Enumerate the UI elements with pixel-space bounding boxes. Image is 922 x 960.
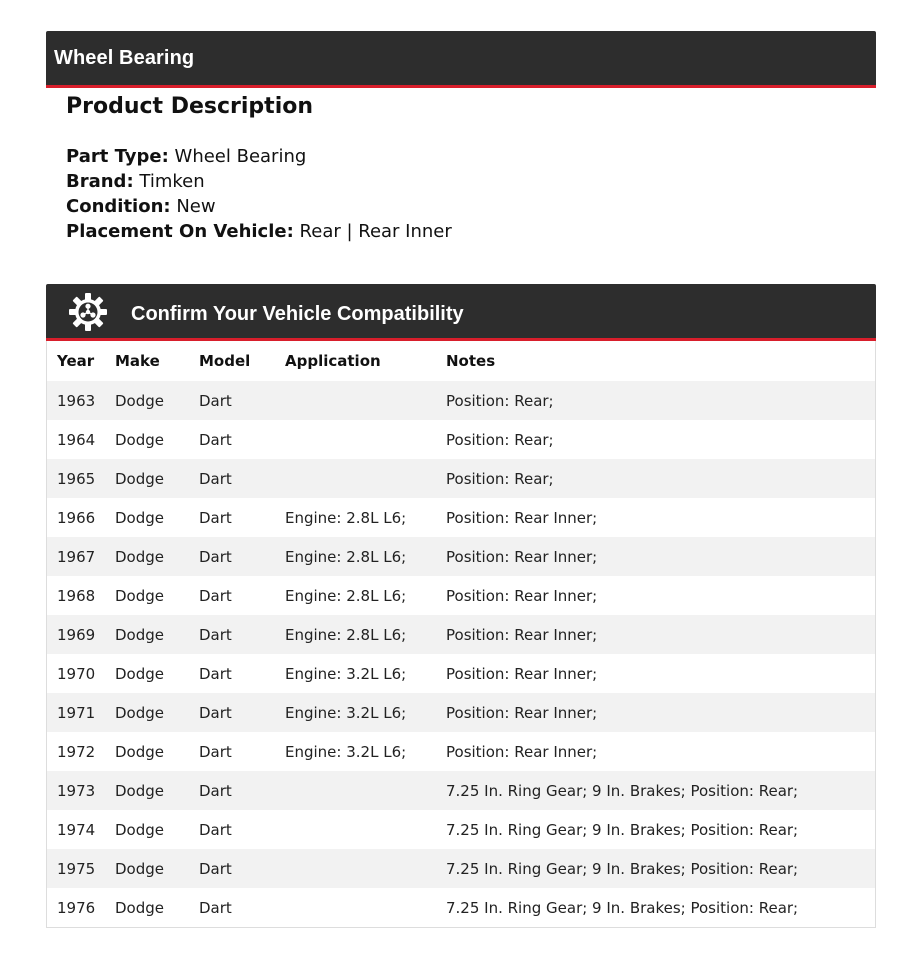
cell-application: Engine: 2.8L L6; bbox=[285, 498, 446, 537]
cell-year: 1968 bbox=[47, 576, 115, 615]
cell-application: Engine: 3.2L L6; bbox=[285, 732, 446, 771]
cell-model: Dart bbox=[199, 732, 285, 771]
cell-year: 1963 bbox=[47, 381, 115, 420]
cell-model: Dart bbox=[199, 615, 285, 654]
cell-application bbox=[285, 381, 446, 420]
table-row bbox=[47, 498, 875, 537]
cell-application: Engine: 3.2L L6; bbox=[285, 654, 446, 693]
cell-notes: 7.25 In. Ring Gear; 9 In. Brakes; Position: Rear; bbox=[446, 888, 875, 927]
cell-model: Dart bbox=[199, 888, 285, 927]
cell-application bbox=[285, 420, 446, 459]
cell-year: 1965 bbox=[47, 459, 115, 498]
cell-make: Dodge bbox=[115, 420, 199, 459]
cell-notes: Position: Rear; bbox=[446, 459, 875, 498]
table-row bbox=[47, 459, 875, 498]
cell-make: Dodge bbox=[115, 693, 199, 732]
cell-year: 1973 bbox=[47, 771, 115, 810]
table-row bbox=[47, 693, 875, 732]
cell-year: 1967 bbox=[47, 537, 115, 576]
cell-notes: Position: Rear Inner; bbox=[446, 732, 875, 771]
compatibility-header bbox=[46, 284, 876, 341]
table-row bbox=[47, 888, 875, 927]
spec-value: Timken bbox=[139, 171, 205, 192]
table-row bbox=[47, 849, 875, 888]
cell-notes: Position: Rear Inner; bbox=[446, 654, 875, 693]
column-header-model: Model bbox=[199, 341, 285, 381]
product-title: Wheel Bearing bbox=[54, 47, 195, 69]
cell-model: Dart bbox=[199, 654, 285, 693]
table-row bbox=[47, 654, 875, 693]
column-header-notes: Notes bbox=[446, 341, 875, 381]
spec-label: Placement On Vehicle: bbox=[66, 221, 294, 242]
cell-make: Dodge bbox=[115, 381, 199, 420]
cell-make: Dodge bbox=[115, 849, 199, 888]
spec-placement bbox=[66, 219, 846, 244]
cell-model: Dart bbox=[199, 810, 285, 849]
column-header-make: Make bbox=[115, 341, 199, 381]
cell-model: Dart bbox=[199, 849, 285, 888]
cell-application bbox=[285, 849, 446, 888]
spec-label: Condition: bbox=[66, 196, 171, 217]
cell-year: 1972 bbox=[47, 732, 115, 771]
compatibility-table bbox=[47, 341, 875, 927]
spec-condition bbox=[66, 194, 846, 219]
cell-year: 1971 bbox=[47, 693, 115, 732]
spec-value: Rear | Rear Inner bbox=[299, 221, 452, 242]
cell-application bbox=[285, 459, 446, 498]
cell-notes: 7.25 In. Ring Gear; 9 In. Brakes; Position: Rear; bbox=[446, 771, 875, 810]
cell-model: Dart bbox=[199, 381, 285, 420]
cell-model: Dart bbox=[199, 537, 285, 576]
spec-label: Brand: bbox=[66, 171, 134, 192]
cell-year: 1964 bbox=[47, 420, 115, 459]
cell-make: Dodge bbox=[115, 615, 199, 654]
cell-make: Dodge bbox=[115, 810, 199, 849]
cell-model: Dart bbox=[199, 576, 285, 615]
cell-notes: Position: Rear Inner; bbox=[446, 615, 875, 654]
cell-notes: Position: Rear; bbox=[446, 420, 875, 459]
cell-notes: Position: Rear; bbox=[446, 381, 875, 420]
cell-notes: Position: Rear Inner; bbox=[446, 537, 875, 576]
cell-make: Dodge bbox=[115, 771, 199, 810]
table-header-row bbox=[47, 341, 875, 381]
cell-make: Dodge bbox=[115, 459, 199, 498]
product-description-heading: Product Description bbox=[66, 94, 314, 119]
spec-value: New bbox=[176, 196, 216, 217]
table-row bbox=[47, 810, 875, 849]
cell-notes: 7.25 In. Ring Gear; 9 In. Brakes; Position: Rear; bbox=[446, 810, 875, 849]
cell-model: Dart bbox=[199, 693, 285, 732]
gear-car-icon bbox=[68, 292, 108, 332]
cell-make: Dodge bbox=[115, 732, 199, 771]
spec-brand bbox=[66, 169, 846, 194]
cell-year: 1974 bbox=[47, 810, 115, 849]
cell-application: Engine: 3.2L L6; bbox=[285, 693, 446, 732]
cell-year: 1975 bbox=[47, 849, 115, 888]
cell-application: Engine: 2.8L L6; bbox=[285, 537, 446, 576]
compatibility-title: Confirm Your Vehicle Compatibility bbox=[131, 303, 464, 325]
cell-application: Engine: 2.8L L6; bbox=[285, 615, 446, 654]
column-header-application: Application bbox=[285, 341, 446, 381]
cell-model: Dart bbox=[199, 498, 285, 537]
cell-make: Dodge bbox=[115, 498, 199, 537]
spec-part-type bbox=[66, 144, 846, 169]
table-row bbox=[47, 615, 875, 654]
table-row bbox=[47, 420, 875, 459]
cell-application: Engine: 2.8L L6; bbox=[285, 576, 446, 615]
table-row bbox=[47, 576, 875, 615]
cell-make: Dodge bbox=[115, 537, 199, 576]
table-row bbox=[47, 537, 875, 576]
cell-application bbox=[285, 888, 446, 927]
compatibility-table-wrapper bbox=[46, 341, 876, 928]
cell-make: Dodge bbox=[115, 576, 199, 615]
spec-list bbox=[66, 144, 846, 244]
column-header-year: Year bbox=[47, 341, 115, 381]
cell-year: 1976 bbox=[47, 888, 115, 927]
cell-application bbox=[285, 810, 446, 849]
table-row bbox=[47, 771, 875, 810]
cell-year: 1970 bbox=[47, 654, 115, 693]
cell-model: Dart bbox=[199, 420, 285, 459]
cell-model: Dart bbox=[199, 771, 285, 810]
cell-make: Dodge bbox=[115, 654, 199, 693]
product-description-section bbox=[66, 92, 846, 244]
cell-model: Dart bbox=[199, 459, 285, 498]
cell-make: Dodge bbox=[115, 888, 199, 927]
cell-notes: Position: Rear Inner; bbox=[446, 693, 875, 732]
cell-year: 1966 bbox=[47, 498, 115, 537]
spec-value: Wheel Bearing bbox=[174, 146, 307, 167]
cell-notes: 7.25 In. Ring Gear; 9 In. Brakes; Position: Rear; bbox=[446, 849, 875, 888]
cell-notes: Position: Rear Inner; bbox=[446, 576, 875, 615]
table-row bbox=[47, 732, 875, 771]
cell-application bbox=[285, 771, 446, 810]
cell-notes: Position: Rear Inner; bbox=[446, 498, 875, 537]
table-row bbox=[47, 381, 875, 420]
spec-label: Part Type: bbox=[66, 146, 169, 167]
product-title-bar bbox=[46, 31, 876, 88]
cell-year: 1969 bbox=[47, 615, 115, 654]
